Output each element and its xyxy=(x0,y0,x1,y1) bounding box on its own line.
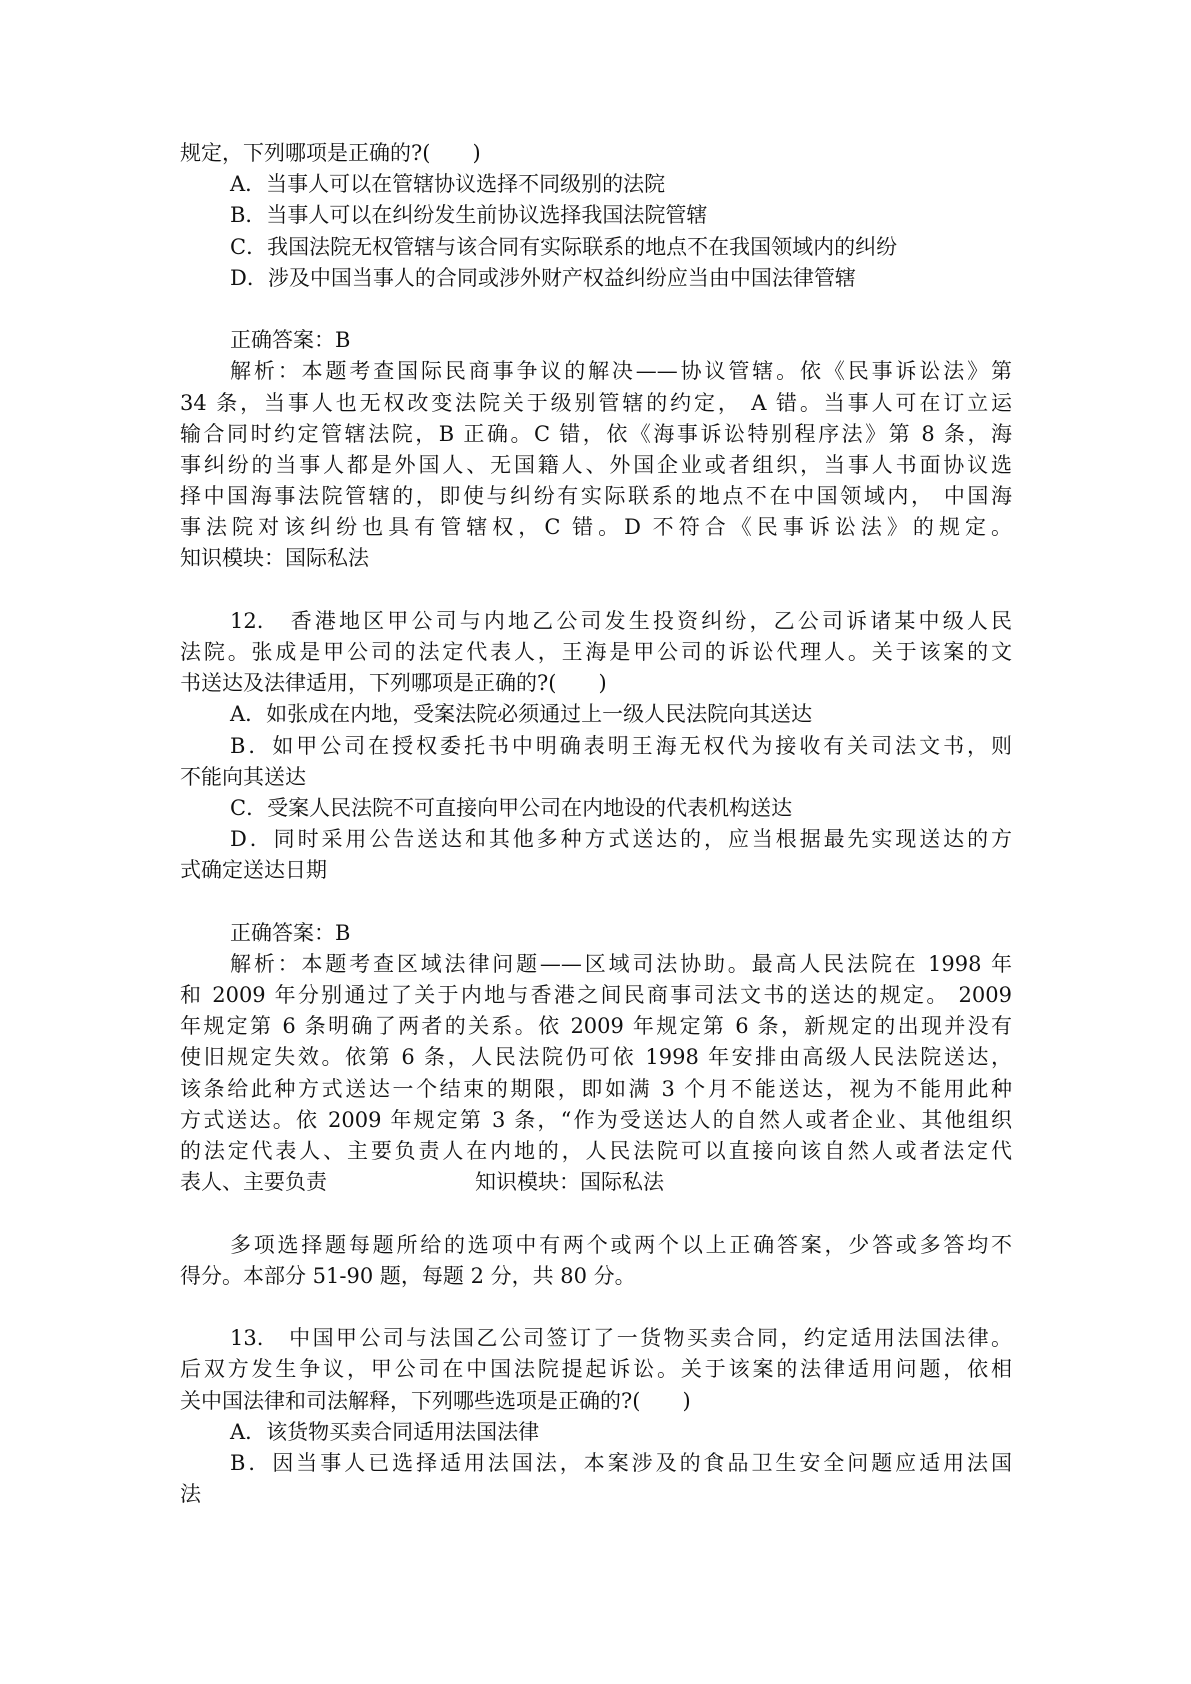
q11-analysis-line: 事法院对该纠纷也具有管辖权，C 错。D 不符合《民事诉讼法》的规定。 xyxy=(180,515,1012,540)
q12-analysis-line: 该条给此种方式送达一个结束的期限，即如满 3 个月不能送达，视为不能用此种 xyxy=(180,1076,1012,1101)
q11-analysis-line: 事纠纷的当事人都是外国人、无国籍人、外国企业或者组织，当事人书面协议选 xyxy=(180,452,1012,477)
q11-analysis-line: 34 条，当事人也无权改变法院关于级别管辖的约定， A 错。当事人可在订立运 xyxy=(180,390,1012,415)
q13-option-a: A．该货物买卖合同适用法国法律 xyxy=(230,1419,540,1444)
q12-option-a: A．如张成在内地，受案法院必须通过上一级人民法院向其送达 xyxy=(230,702,813,727)
q12-option-d: D．同时采用公告送达和其他多种方式送达的，应当根据最先实现送达的方 xyxy=(230,827,1012,852)
q11-analysis-line: 输合同时约定管辖法院，B 正确。C 错，依《海事诉讼特别程序法》第 8 条，海 xyxy=(180,421,1012,446)
q12-stem-line: 法院。张成是甲公司的法定代表人，王海是甲公司的诉讼代理人。关于该案的文 xyxy=(180,640,1012,664)
q12-analysis-line: 年规定第 6 条明确了两者的关系。依 2009 年规定第 6 条，新规定的出现并没有 xyxy=(180,1014,1012,1039)
q12-knowledge-module: 知识模块：国际私法 xyxy=(475,1170,664,1195)
q11-option-d: D．涉及中国当事人的合同或涉外财产权益纠纷应当由中国法律管辖 xyxy=(230,265,856,290)
document-page xyxy=(180,138,1012,1510)
q12-option-d-cont: 式确定送达日期 xyxy=(180,858,327,883)
q12-option-b-cont: 不能向其送达 xyxy=(180,764,306,789)
q12-analysis-line: 使旧规定失效。依第 6 条，人民法院仍可依 1998 年安排由高级人民法院送达， xyxy=(180,1045,1012,1070)
q12-option-b: B．如甲公司在授权委托书中明确表明王海无权代为接收有关司法文书，则 xyxy=(230,733,1012,758)
q12-analysis-line: 的法定代表人、主要负责人在内地的，人民法院可以直接向该自然人或者法定代 xyxy=(180,1139,1012,1163)
q12-analysis-line: 和 2009 年分别通过了关于内地与香港之间民商事司法文书的送达的规定。 2009 xyxy=(180,983,1012,1008)
q12-analysis-last: 表人、主要负责 xyxy=(180,1170,327,1195)
spacer xyxy=(180,1292,1012,1323)
q11-analysis-line: 择中国海事法院管辖的，即使与纠纷有实际联系的地点不在中国领域内， 中国海 xyxy=(180,484,1012,509)
q12-analysis-last-line xyxy=(180,1167,1012,1198)
q13-stem-line: 后双方发生争议，甲公司在中国法院提起诉讼。关于该案的法律适用问题，依相 xyxy=(180,1357,1012,1382)
spacer xyxy=(180,887,1012,918)
q12-option-c: C．受案人民法院不可直接向甲公司在内地设的代表机构送达 xyxy=(230,795,793,820)
q11-option-c: C．我国法院无权管辖与该合同有实际联系的地点不在我国领域内的纠纷 xyxy=(230,234,898,259)
q13-option-b-cont: 法 xyxy=(180,1482,201,1507)
q12-answer: 正确答案：B xyxy=(230,920,351,945)
section-note-line: 得分。本部分 51-90 题，每题 2 分，共 80 分。 xyxy=(180,1263,636,1288)
q12-analysis-line: 解析：本题考查区域法律问题——区域司法协助。最高人民法院在 1998 年 xyxy=(230,951,1012,976)
q11-option-b: B．当事人可以在纠纷发生前协议选择我国法院管辖 xyxy=(230,203,708,228)
q12-analysis-line: 方式送达。依 2009 年规定第 3 条，“作为受送达人的自然人或者企业、其他组织 xyxy=(180,1107,1012,1132)
spacer xyxy=(180,1198,1012,1229)
q12-stem-line: 12. 香港地区甲公司与内地乙公司发生投资纠纷，乙公司诉诸某中级人民 xyxy=(230,608,1012,633)
q11-stem-tail: 规定，下列哪项是正确的?( ) xyxy=(180,141,481,165)
q11-option-a: A．当事人可以在管辖协议选择不同级别的法院 xyxy=(230,172,666,197)
q12-stem-line: 书送达及法律适用，下列哪项是正确的?( ) xyxy=(180,671,607,696)
q13-option-b: B．因当事人已选择适用法国法，本案涉及的食品卫生安全问题应适用法国 xyxy=(230,1450,1012,1475)
q13-stem-line: 关中国法律和司法解释，下列哪些选项是正确的?( ) xyxy=(180,1388,691,1413)
q13-stem-line: 13. 中国甲公司与法国乙公司签订了一货物买卖合同，约定适用法国法律。 xyxy=(230,1326,1012,1351)
spacer xyxy=(180,575,1012,606)
spacer xyxy=(180,294,1012,325)
section-note-line: 多项选择题每题所给的选项中有两个或两个以上正确答案，少答或多答均不 xyxy=(230,1232,1012,1257)
q11-knowledge-module: 知识模块：国际私法 xyxy=(180,546,369,571)
q11-answer: 正确答案：B xyxy=(230,328,351,353)
q11-analysis-line: 解析：本题考查国际民商事争议的解决——协议管辖。依《民事诉讼法》第 xyxy=(230,359,1012,384)
